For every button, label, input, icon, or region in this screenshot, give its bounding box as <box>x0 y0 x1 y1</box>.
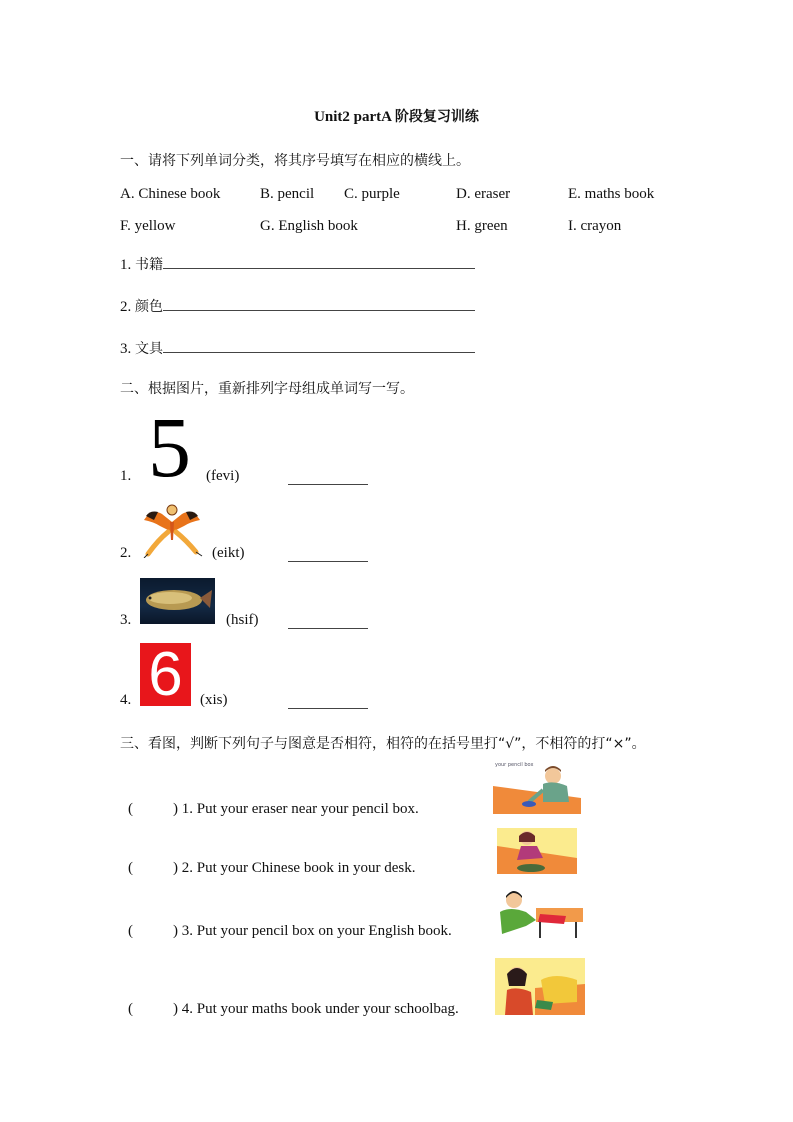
category-row-books <box>120 254 475 274</box>
category-row-stationery <box>120 338 475 358</box>
scrambled-letters: (hsif) <box>226 612 259 628</box>
sentence: 4. Put your maths book under your schoolbag. <box>181 1001 459 1017</box>
title-en: Unit2 partA <box>314 109 395 125</box>
category-number: 3. <box>120 341 132 357</box>
answer-blank[interactable] <box>288 560 368 562</box>
section3-heading: 三、看图，判断下列句子与图意是否相符，相符的在括号里打“√”，不相符的打“×”。 <box>120 736 646 752</box>
number-six-image: 6 <box>140 643 191 706</box>
judgement-row <box>128 801 419 818</box>
girl-eraser-desk-image <box>493 762 581 814</box>
paren-close: ) <box>173 860 178 876</box>
category-row-colors <box>120 296 475 316</box>
sentence: 3. Put your pencil box on your English book. <box>181 923 452 939</box>
word-option: D. eraser <box>456 186 511 202</box>
item-number: 4. <box>120 692 132 708</box>
item-number: 1. <box>120 468 132 484</box>
paren-open: ( <box>128 1001 133 1017</box>
item-number: 3. <box>120 612 132 628</box>
judgement-row <box>128 923 452 940</box>
judgement-row <box>128 1001 459 1018</box>
item-number: 2. <box>120 545 132 561</box>
scrambled-letters: (xis) <box>200 692 228 708</box>
answer-blank[interactable] <box>288 707 368 709</box>
answer-line[interactable] <box>163 254 475 269</box>
fish-image <box>140 578 215 624</box>
word-option: H. green <box>456 218 508 234</box>
section1-heading: 一、请将下列单词分类，将其序号填写在相应的横线上。 <box>120 153 470 169</box>
number-five-image: 5 <box>148 412 191 484</box>
answer-blank[interactable] <box>288 483 368 485</box>
sentence: 1. Put your eraser near your pencil box. <box>181 801 419 817</box>
category-number: 1. <box>120 257 132 273</box>
word-option: I. crayon <box>568 218 622 234</box>
sentence: 2. Put your Chinese book in your desk. <box>181 860 416 876</box>
scrambled-letters: (fevi) <box>206 468 240 484</box>
word-option: B. pencil <box>260 186 315 202</box>
paren-open: ( <box>128 860 133 876</box>
judgement-row <box>128 860 416 877</box>
paren-close: ) <box>173 1001 178 1017</box>
word-option: E. maths book <box>568 186 655 202</box>
image-caption: your pencil box <box>495 762 534 768</box>
paren-open: ( <box>128 923 133 939</box>
title-zh: 阶段复习训练 <box>394 109 479 125</box>
paren-close: ) <box>173 923 178 939</box>
category-number: 2. <box>120 299 132 315</box>
word-option: A. Chinese book <box>120 186 221 202</box>
category-label: 书籍 <box>135 257 163 273</box>
scrambled-letters: (eikt) <box>212 545 245 561</box>
category-label: 文具 <box>135 341 163 357</box>
paren-open: ( <box>128 801 133 817</box>
kite-image <box>140 500 204 558</box>
girl-schoolbag-image <box>495 958 585 1015</box>
word-option: C. purple <box>344 186 400 202</box>
answer-line[interactable] <box>163 338 475 353</box>
category-label: 颜色 <box>135 299 163 315</box>
girl-book-desk-image <box>497 828 577 874</box>
answer-line[interactable] <box>163 296 475 311</box>
paren-close: ) <box>173 801 178 817</box>
word-option: F. yellow <box>120 218 176 234</box>
word-option: G. English book <box>260 218 358 234</box>
boy-desk-book-image <box>496 890 583 938</box>
page-title <box>0 106 793 126</box>
answer-blank[interactable] <box>288 627 368 629</box>
section2-heading: 二、根据图片，重新排列字母组成单词写一写。 <box>120 381 414 397</box>
